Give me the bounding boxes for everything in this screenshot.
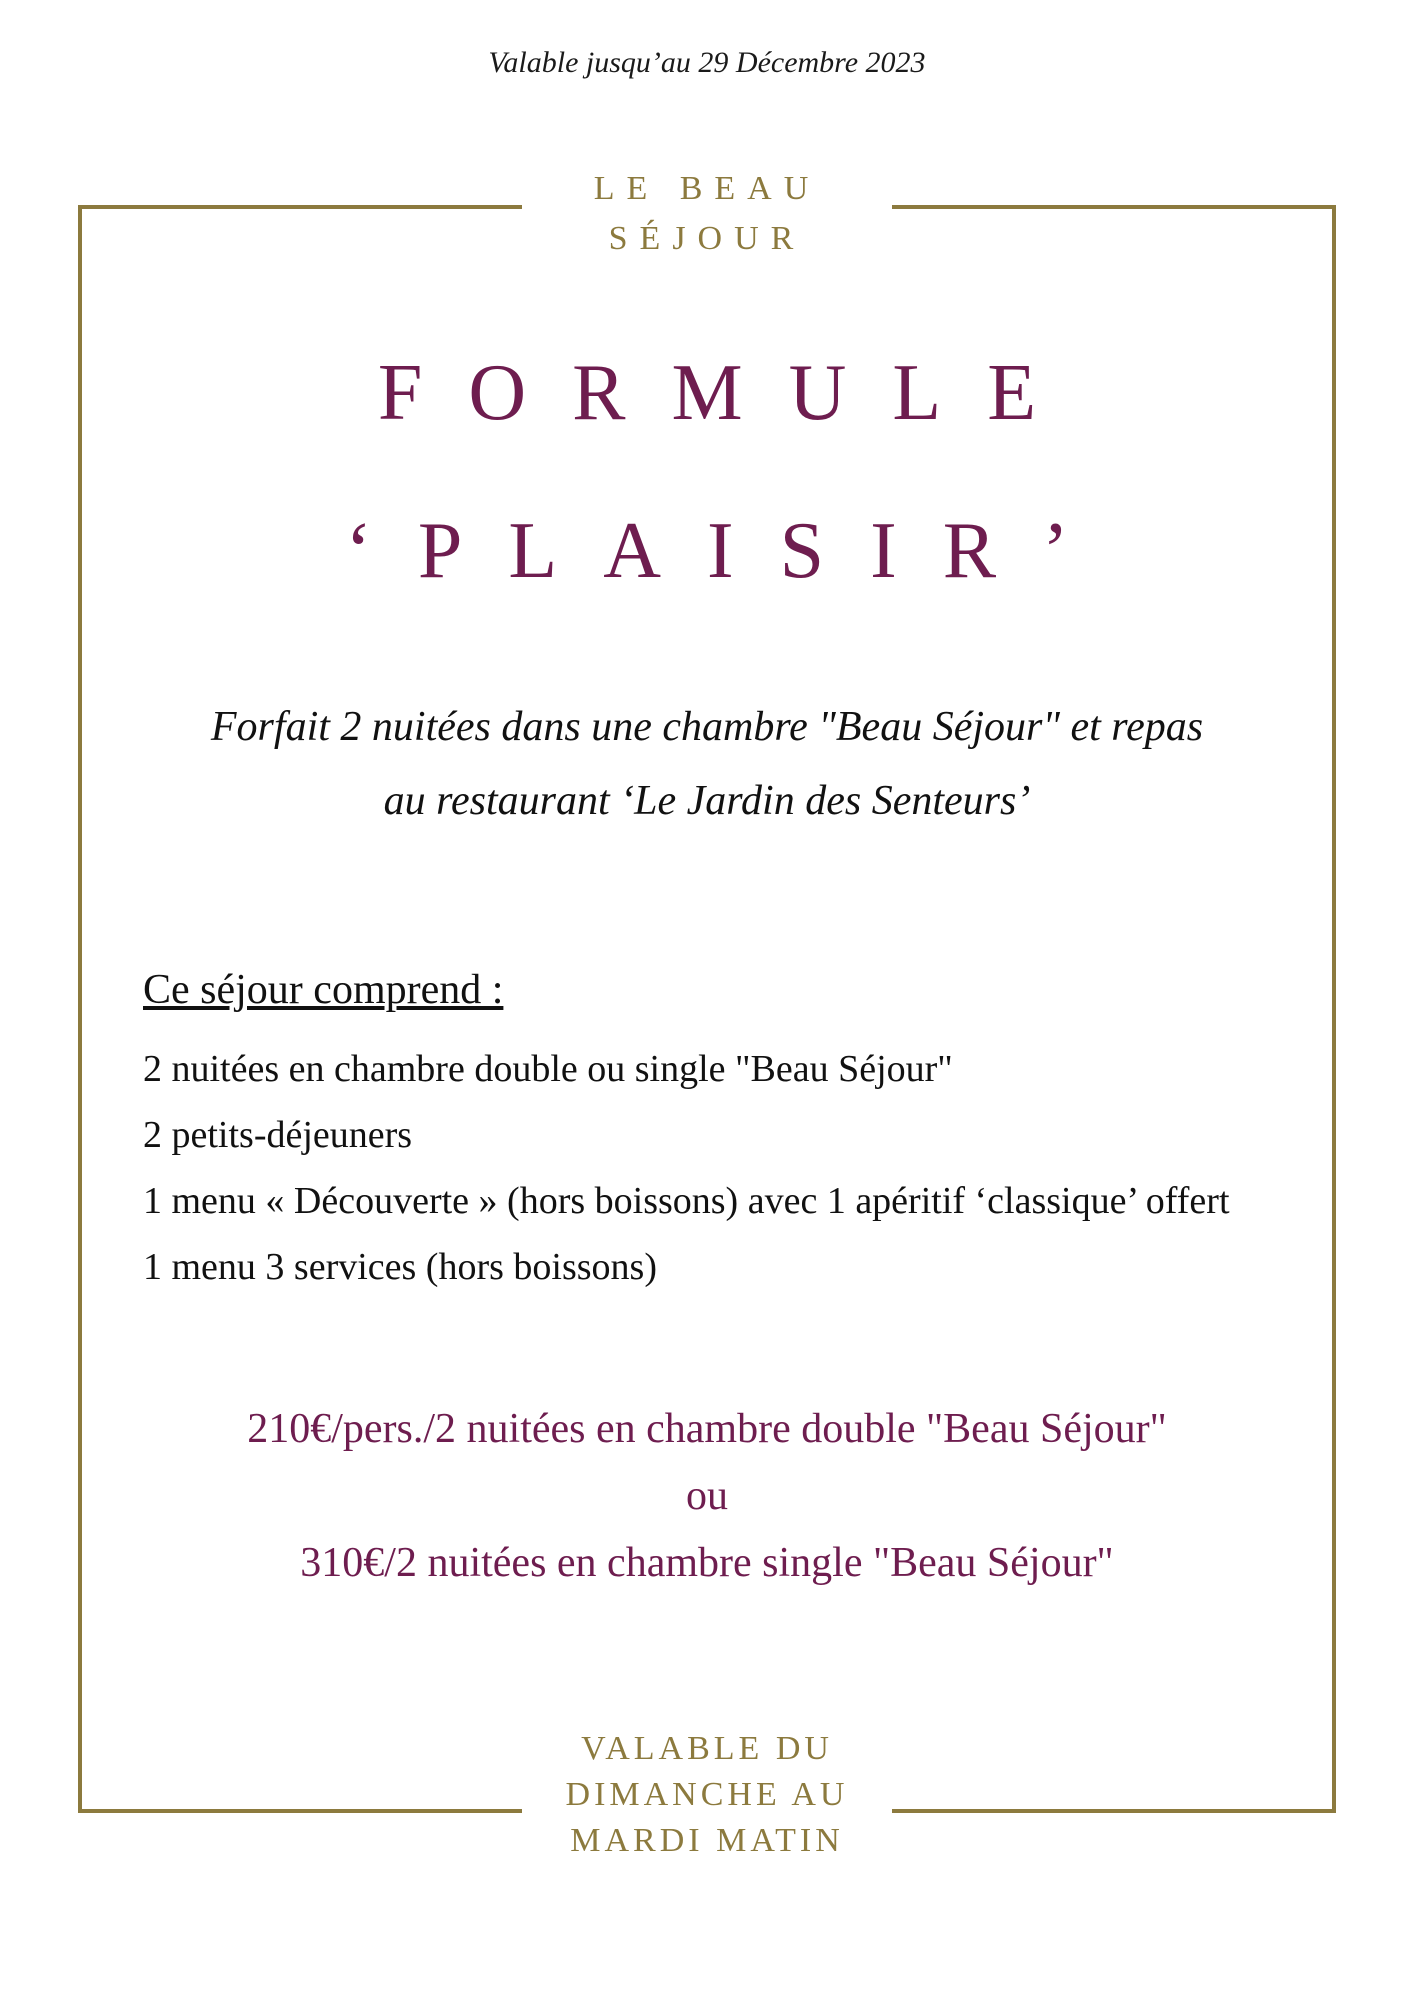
description-line-2: au restaurant ‘Le Jardin des Senteurs’	[383, 778, 1031, 824]
title-line-1: FORMULE	[377, 349, 1083, 437]
description-line-1: Forfait 2 nuitées dans une chambre "Beau Séjour" et repas	[210, 704, 1204, 750]
validity-days	[0, 1726, 1414, 1864]
title-line-2: ‘PLAISIR’	[345, 507, 1115, 595]
brand-line-1: LE BEAU	[593, 170, 821, 207]
price-separator: ou	[686, 1473, 728, 1519]
frame-border-left	[78, 205, 82, 1813]
includes-list	[143, 1036, 1303, 1300]
price-single: 310€/2 nuitées en chambre single "Beau Séjour"	[300, 1540, 1114, 1586]
validity-line-2: DIMANCHE AU	[565, 1776, 849, 1813]
validity-line-1: VALABLE DU	[581, 1730, 833, 1767]
validity-date: Valable jusqu’au 29 Décembre 2023	[488, 46, 926, 79]
price-double: 210€/pers./2 nuitées en chambre double "Beau Séjour"	[247, 1406, 1167, 1452]
brand-line-2: SÉJOUR	[608, 220, 806, 257]
list-item: 1 menu « Découverte » (hors boissons) avec 1 apéritif ‘classique’ offert	[143, 1180, 1230, 1222]
list-item: 1 menu 3 services (hors boissons)	[143, 1246, 657, 1288]
list-item: 2 petits-déjeuners	[143, 1114, 413, 1156]
includes-heading: Ce séjour comprend :	[143, 967, 504, 1013]
frame-border-right	[1332, 205, 1336, 1813]
brand-name	[0, 164, 1414, 264]
validity-line-3: MARDI MATIN	[570, 1822, 844, 1859]
package-description	[120, 690, 1294, 838]
list-item: 2 nuitées en chambre double ou single "Beau Séjour"	[143, 1048, 953, 1090]
prices-block	[120, 1396, 1294, 1597]
